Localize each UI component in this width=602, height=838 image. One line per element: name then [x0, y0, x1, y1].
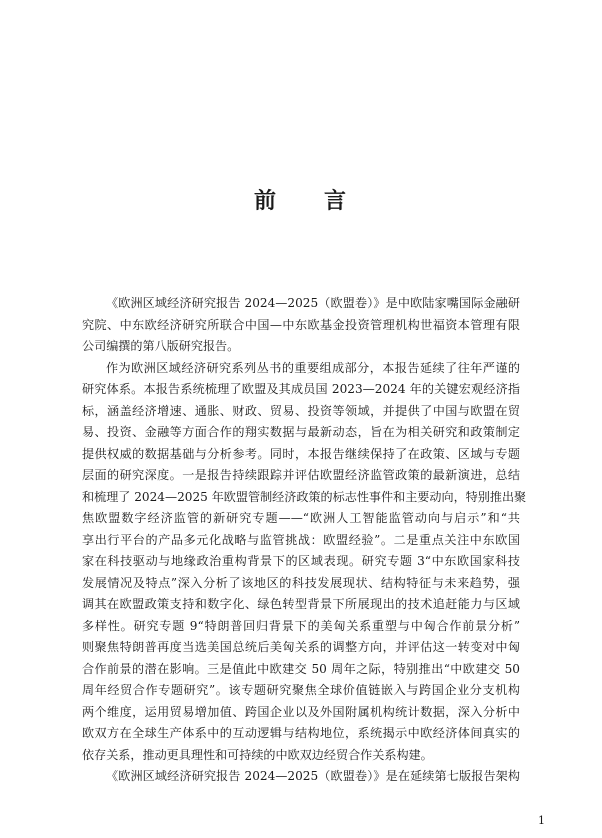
text-line: 公司编撰的第八版研究报告。 [82, 339, 240, 353]
preface-body [82, 293, 527, 788]
title-char-1: 前 [253, 188, 278, 214]
text-line: 层面的研究深度。一是报告持续跟踪并评估欧盟经济监管政策的最新演进，总结 [82, 468, 520, 482]
text-line: 则聚焦特朗普再度当选美国总统后美匈关系的调整方向，并评估这一转变对中匈 [82, 640, 520, 654]
title-char-2: 言 [324, 188, 349, 214]
text-line: 享出行平台的产品多元化战略与监管挑战：欧盟经验”。二是重点关注中东欧国 [82, 532, 520, 547]
text-line: 两个维度，运用贸易增加值、跨国企业以及外国附属机构统计数据，深入分析中 [82, 704, 520, 719]
text-line: 究院、中东欧经济研究所联合中国—中东欧基金投资管理机构世福资本管理有限 [82, 317, 520, 332]
text-line: 《欧洲区域经济研究报告 2024—2025（欧盟卷）》是在延续第七版报告架构 [106, 769, 520, 783]
text-line: 研究体系。本报告系统梳理了欧盟及其成员国 2023—2024 年的关键宏观经济指 [82, 382, 520, 396]
text-line: 作为欧洲区域经济研究系列丛书的重要组成部分，本报告延续了往年严谨的 [106, 360, 520, 375]
text-line: 发展情况及特点”深入分析了该地区的科技发展现状、结构特征与未来趋势，强 [82, 575, 520, 590]
text-line: 合作前景的潜在影响。三是值此中欧建交 50 周年之际，特别推出“中欧建交 50 [82, 661, 520, 676]
text-line: 标，涵盖经济增速、通胀、财政、贸易、投资等领域，并提供了中国与欧盟在贸 [82, 403, 520, 418]
page-title [0, 184, 602, 215]
text-line: 和梳理了 2024—2025 年欧盟管制经济政策的标志性事件和主要动向，特别推出聚 [82, 489, 527, 504]
text-line: 依存关系，推动更具理性和可持续的中欧双边经贸合作关系构建。 [82, 747, 433, 762]
text-line: 《欧洲区域经济研究报告 2024—2025（欧盟卷）》是中欧陆家嘴国际金融研 [106, 296, 520, 310]
text-line: 多样性。研究专题 9“特朗普回归背景下的美匈关系重塑与中匈合作前景分析” [82, 618, 520, 633]
text-line: 易、投资、金融等方面合作的翔实数据与最新动态，旨在为相关研究和政策制定 [82, 425, 520, 439]
text-line: 焦欧盟数字经济监管的新研究专题——“欧洲人工智能监管动向与启示”和“共 [82, 511, 520, 525]
page-number: 1 [538, 814, 545, 827]
text-line: 家在科技驱动与地缘政治重构背景下的区域表现。研究专题 3“中东欧国家科技 [82, 554, 520, 568]
text-line: 提供权威的数据基础与分析参考。同时，本报告继续保持了在政策、区域与专题 [82, 446, 520, 461]
text-line: 欧双方在全球生产体系中的互动逻辑与结构地位，系统揭示中欧经济体间真实的 [82, 726, 520, 740]
text-line: 调其在欧盟政策支持和数字化、绿色转型背景下所展现出的技术追赶能力与区域 [82, 597, 520, 611]
text-line: 周年经贸合作专题研究”。该专题研究聚焦全球价值链嵌入与跨国企业分支机构 [82, 683, 520, 697]
